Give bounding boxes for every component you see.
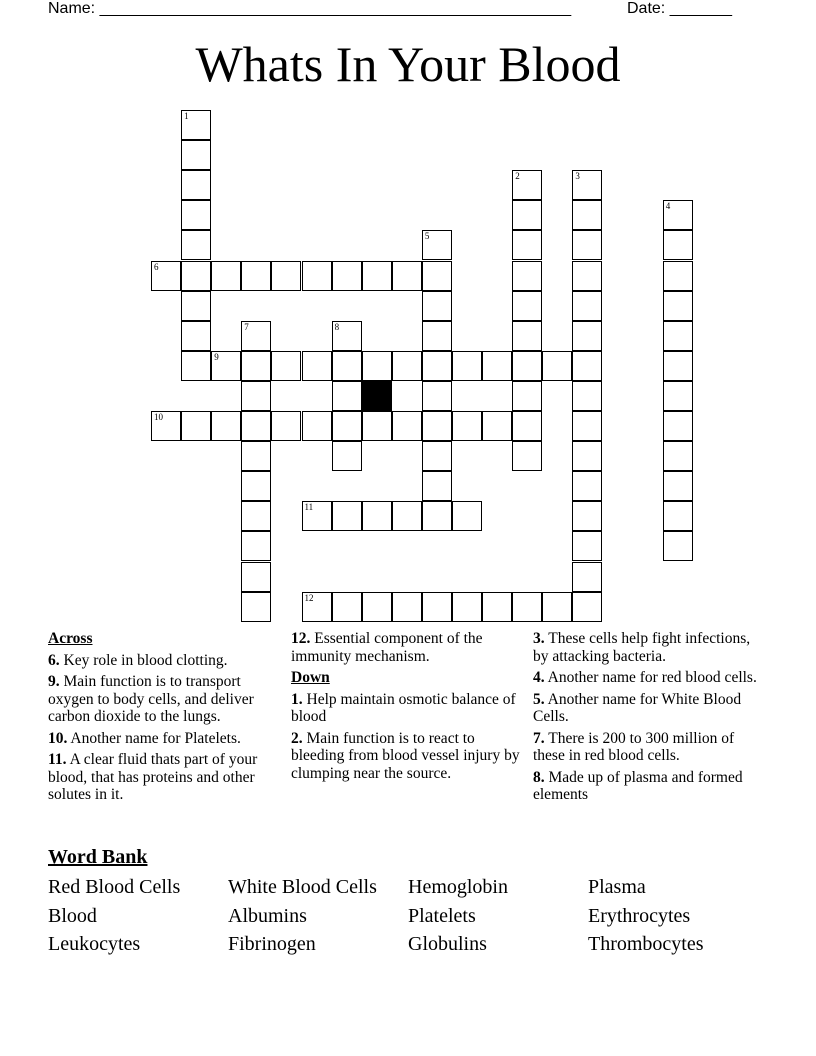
word-bank-item: Albumins bbox=[228, 904, 307, 927]
word-bank-item: Blood bbox=[48, 904, 97, 927]
clue-down-4 bbox=[533, 669, 768, 687]
crossword-cell[interactable] bbox=[241, 261, 271, 291]
word-bank-item: Plasma bbox=[588, 876, 646, 898]
crossword-cell[interactable] bbox=[241, 351, 271, 381]
crossword-cell[interactable] bbox=[362, 261, 392, 291]
word-bank-item: Fibrinogen bbox=[228, 933, 316, 955]
cell-number: 12 bbox=[304, 592, 314, 603]
crossword-cell[interactable] bbox=[572, 291, 602, 321]
clue-down-1 bbox=[291, 691, 521, 726]
crossword-cell[interactable] bbox=[512, 170, 542, 200]
crossword-cell[interactable] bbox=[332, 351, 362, 381]
crossword-cell[interactable] bbox=[452, 351, 482, 381]
word-bank-item: Thrombocytes bbox=[588, 933, 704, 955]
crossword-cell[interactable] bbox=[151, 261, 181, 291]
name-field-label: Name: _____________________________________________________ bbox=[48, 0, 572, 17]
crossword-cell[interactable] bbox=[663, 321, 693, 351]
word-bank-item: Erythrocytes bbox=[588, 904, 691, 927]
crossword-cell[interactable] bbox=[302, 261, 332, 291]
cell-number: 9 bbox=[214, 351, 219, 362]
crossword-cell[interactable] bbox=[512, 592, 542, 622]
crossword-cell[interactable] bbox=[332, 501, 362, 531]
clue-number: 3. bbox=[533, 630, 545, 647]
clue-text: Another name for White Blood Cells. bbox=[533, 690, 742, 725]
crossword-cell[interactable] bbox=[241, 381, 271, 411]
cell-number: 11 bbox=[304, 502, 314, 513]
page-title: Whats In Your Blood bbox=[195, 36, 621, 92]
clue-text: There is 200 to 300 million of these in red blood cells. bbox=[533, 729, 735, 764]
crossword-cell[interactable] bbox=[572, 200, 602, 230]
cell-number: 1 bbox=[184, 111, 189, 121]
cell-number: 3 bbox=[575, 171, 580, 182]
crossword-cell[interactable] bbox=[663, 230, 693, 260]
crossword-cell[interactable] bbox=[302, 592, 332, 622]
crossword-cell[interactable] bbox=[422, 321, 452, 351]
crossword-cell[interactable] bbox=[542, 592, 572, 622]
crossword-cell[interactable] bbox=[512, 261, 542, 291]
clue-across-12 bbox=[291, 630, 521, 665]
crossword-cell[interactable] bbox=[181, 200, 211, 230]
cell-number: 7 bbox=[244, 321, 249, 332]
crossword-cell[interactable] bbox=[542, 351, 572, 381]
crossword-cell[interactable] bbox=[181, 321, 211, 351]
crossword-cell[interactable] bbox=[241, 531, 271, 561]
word-bank-item: Hemoglobin bbox=[408, 876, 508, 898]
crossword-cell[interactable] bbox=[422, 411, 452, 441]
crossword-cell[interactable] bbox=[512, 381, 542, 411]
crossword-cell[interactable] bbox=[452, 592, 482, 622]
crossword-cell[interactable] bbox=[512, 411, 542, 441]
clue-number: 8. bbox=[533, 768, 545, 786]
crossword-cell[interactable] bbox=[663, 501, 693, 531]
crossword-cell[interactable] bbox=[302, 411, 332, 441]
crossword-cell[interactable] bbox=[572, 592, 602, 622]
crossword-cell[interactable] bbox=[181, 411, 211, 441]
crossword-cell[interactable] bbox=[241, 562, 271, 592]
crossword-cell[interactable] bbox=[663, 261, 693, 291]
clue-number: 9. bbox=[48, 673, 60, 690]
crossword-cell[interactable] bbox=[422, 230, 452, 260]
word-bank-item: White Blood Cells bbox=[228, 876, 377, 898]
clue-down-2 bbox=[291, 730, 521, 783]
clue-down-7 bbox=[533, 730, 768, 765]
crossword-cell[interactable] bbox=[512, 321, 542, 351]
crossword-cell[interactable] bbox=[211, 261, 241, 291]
clue-text: Made up of plasma and formed elements bbox=[533, 768, 743, 803]
clue-text: Main function is to react to bleeding from blood vessel injury by clumping near the source. bbox=[291, 729, 520, 782]
crossword-cell[interactable] bbox=[572, 562, 602, 592]
clues-column-1 bbox=[48, 630, 280, 808]
clue-across-9 bbox=[48, 673, 280, 726]
crossword-cell[interactable] bbox=[181, 291, 211, 321]
crossword-cell[interactable] bbox=[422, 261, 452, 291]
crossword-cell[interactable] bbox=[422, 501, 452, 531]
crossword-cell[interactable] bbox=[422, 351, 452, 381]
crossword-cell[interactable] bbox=[512, 200, 542, 230]
crossword-cell[interactable] bbox=[302, 501, 332, 531]
clue-text: Key role in blood clotting. bbox=[63, 651, 228, 669]
crossword-cell[interactable] bbox=[422, 291, 452, 321]
crossword-cell[interactable] bbox=[572, 261, 602, 291]
crossword-cell[interactable] bbox=[572, 321, 602, 351]
crossword-cell[interactable] bbox=[241, 471, 271, 501]
clue-across-11 bbox=[48, 751, 280, 804]
crossword-cell[interactable] bbox=[181, 261, 211, 291]
clues-column-3 bbox=[533, 630, 768, 808]
crossword-cell[interactable] bbox=[362, 411, 392, 441]
clue-number: 2. bbox=[291, 729, 303, 747]
word-bank-item: Platelets bbox=[408, 904, 476, 927]
clue-number: 10. bbox=[48, 729, 68, 747]
crossword-cell[interactable] bbox=[663, 441, 693, 471]
crossword-cell[interactable] bbox=[181, 351, 211, 381]
crossword-cell[interactable] bbox=[241, 501, 271, 531]
crossword-cell[interactable] bbox=[392, 501, 422, 531]
clue-text: Help maintain osmotic balance of blood bbox=[291, 690, 516, 725]
crossword-cell[interactable] bbox=[452, 411, 482, 441]
crossword-cell[interactable] bbox=[422, 592, 452, 622]
crossword-cell[interactable] bbox=[362, 501, 392, 531]
clue-down-8 bbox=[533, 769, 768, 804]
crossword-cell[interactable] bbox=[663, 200, 693, 230]
crossword-cell[interactable] bbox=[572, 381, 602, 411]
crossword-cell[interactable] bbox=[482, 592, 512, 622]
cell-number: 2 bbox=[515, 171, 520, 182]
crossword-cell[interactable] bbox=[572, 411, 602, 441]
cell-number: 8 bbox=[334, 321, 340, 332]
crossword-cell[interactable] bbox=[332, 441, 362, 471]
crossword-cell[interactable] bbox=[422, 441, 452, 471]
word-bank-item: Red Blood Cells bbox=[48, 876, 181, 898]
crossword-cell[interactable] bbox=[482, 351, 512, 381]
crossword-cell[interactable] bbox=[572, 351, 602, 381]
crossword-cell[interactable] bbox=[332, 321, 362, 351]
word-bank-heading: Word Bank bbox=[48, 846, 148, 868]
clues-column-2 bbox=[291, 630, 521, 786]
crossword-cell[interactable] bbox=[572, 471, 602, 501]
clue-number: 7. bbox=[533, 729, 545, 747]
crossword-cell[interactable] bbox=[332, 411, 362, 441]
clue-text: A clear fluid thats part of your blood, that has proteins and other solutes in it. bbox=[48, 751, 258, 803]
crossword-cell[interactable] bbox=[181, 110, 211, 140]
clue-number: 12. bbox=[291, 630, 311, 647]
crossword-cell[interactable] bbox=[302, 351, 332, 381]
clue-number: 6. bbox=[48, 651, 60, 669]
word-bank-item: Globulins bbox=[408, 933, 487, 955]
crossword-cell[interactable] bbox=[332, 592, 362, 622]
crossword-cell[interactable] bbox=[332, 261, 362, 291]
date-field-label: Date: _______ bbox=[627, 0, 732, 17]
crossword-cell[interactable] bbox=[572, 501, 602, 531]
crossword-cell[interactable] bbox=[663, 381, 693, 411]
crossword-cell[interactable] bbox=[663, 411, 693, 441]
crossword-cell[interactable] bbox=[271, 411, 301, 441]
clue-text: Another name for red blood cells. bbox=[547, 669, 757, 686]
clue-number: 1. bbox=[291, 690, 303, 708]
crossword-cell[interactable] bbox=[512, 291, 542, 321]
cell-number: 5 bbox=[424, 231, 430, 242]
crossword-cell[interactable] bbox=[241, 592, 271, 622]
crossword-cell[interactable] bbox=[392, 261, 422, 291]
crossword-cell[interactable] bbox=[181, 230, 211, 260]
crossword-cell[interactable] bbox=[181, 170, 211, 200]
crossword-cell[interactable] bbox=[572, 531, 602, 561]
clue-number: 4. bbox=[533, 669, 545, 686]
crossword-cell[interactable] bbox=[241, 321, 271, 351]
crossword-cell[interactable] bbox=[392, 351, 422, 381]
crossword-cell[interactable] bbox=[362, 351, 392, 381]
crossword-cell[interactable] bbox=[181, 140, 211, 170]
crossword-cell[interactable] bbox=[663, 291, 693, 321]
crossword-cell[interactable] bbox=[572, 170, 602, 200]
crossword-cell[interactable] bbox=[512, 351, 542, 381]
crossword-cell[interactable] bbox=[332, 381, 362, 411]
clue-across-10 bbox=[48, 730, 280, 748]
clue-text: Main function is to transport oxygen to body cells, and deliver carbon dioxide to the lungs. bbox=[48, 673, 254, 725]
crossword-cell[interactable] bbox=[241, 411, 271, 441]
crossword-cell[interactable] bbox=[362, 592, 392, 622]
crossword-cell[interactable] bbox=[482, 411, 512, 441]
crossword-cell[interactable] bbox=[422, 381, 452, 411]
crossword-cell[interactable] bbox=[211, 411, 241, 441]
crossword-cell[interactable] bbox=[663, 471, 693, 501]
cell-number: 4 bbox=[665, 201, 671, 212]
crossword-black-cell bbox=[362, 381, 392, 411]
crossword-cell[interactable] bbox=[512, 230, 542, 260]
clue-across-6 bbox=[48, 652, 280, 670]
clue-text: These cells help fight infections, by attacking bacteria. bbox=[533, 630, 751, 665]
clue-down-5 bbox=[533, 691, 768, 726]
crossword-cell[interactable] bbox=[422, 471, 452, 501]
crossword-cell[interactable] bbox=[241, 441, 271, 471]
clue-down-3 bbox=[533, 630, 768, 665]
crossword-cell[interactable] bbox=[151, 411, 181, 441]
crossword-cell[interactable] bbox=[392, 411, 422, 441]
clue-text: Another name for Platelets. bbox=[70, 729, 241, 747]
clue-number: 5. bbox=[533, 690, 545, 708]
crossword-cell[interactable] bbox=[572, 230, 602, 260]
crossword-cell[interactable] bbox=[663, 351, 693, 381]
crossword-cell[interactable] bbox=[211, 351, 241, 381]
word-bank-item: Leukocytes bbox=[48, 933, 141, 955]
crossword-cell[interactable] bbox=[512, 441, 542, 471]
crossword-cell[interactable] bbox=[392, 592, 422, 622]
down-heading: Down bbox=[291, 669, 330, 686]
crossword-cell[interactable] bbox=[271, 261, 301, 291]
across-heading: Across bbox=[48, 630, 93, 647]
cell-number: 10 bbox=[154, 412, 163, 422]
cell-number: 6 bbox=[154, 261, 159, 272]
crossword-cell[interactable] bbox=[271, 351, 301, 381]
crossword-cell[interactable] bbox=[452, 501, 482, 531]
clue-text: Essential component of the immunity mechanism. bbox=[291, 630, 483, 665]
crossword-cell[interactable] bbox=[663, 531, 693, 561]
crossword-cell[interactable] bbox=[572, 441, 602, 471]
clue-number: 11. bbox=[48, 751, 67, 768]
